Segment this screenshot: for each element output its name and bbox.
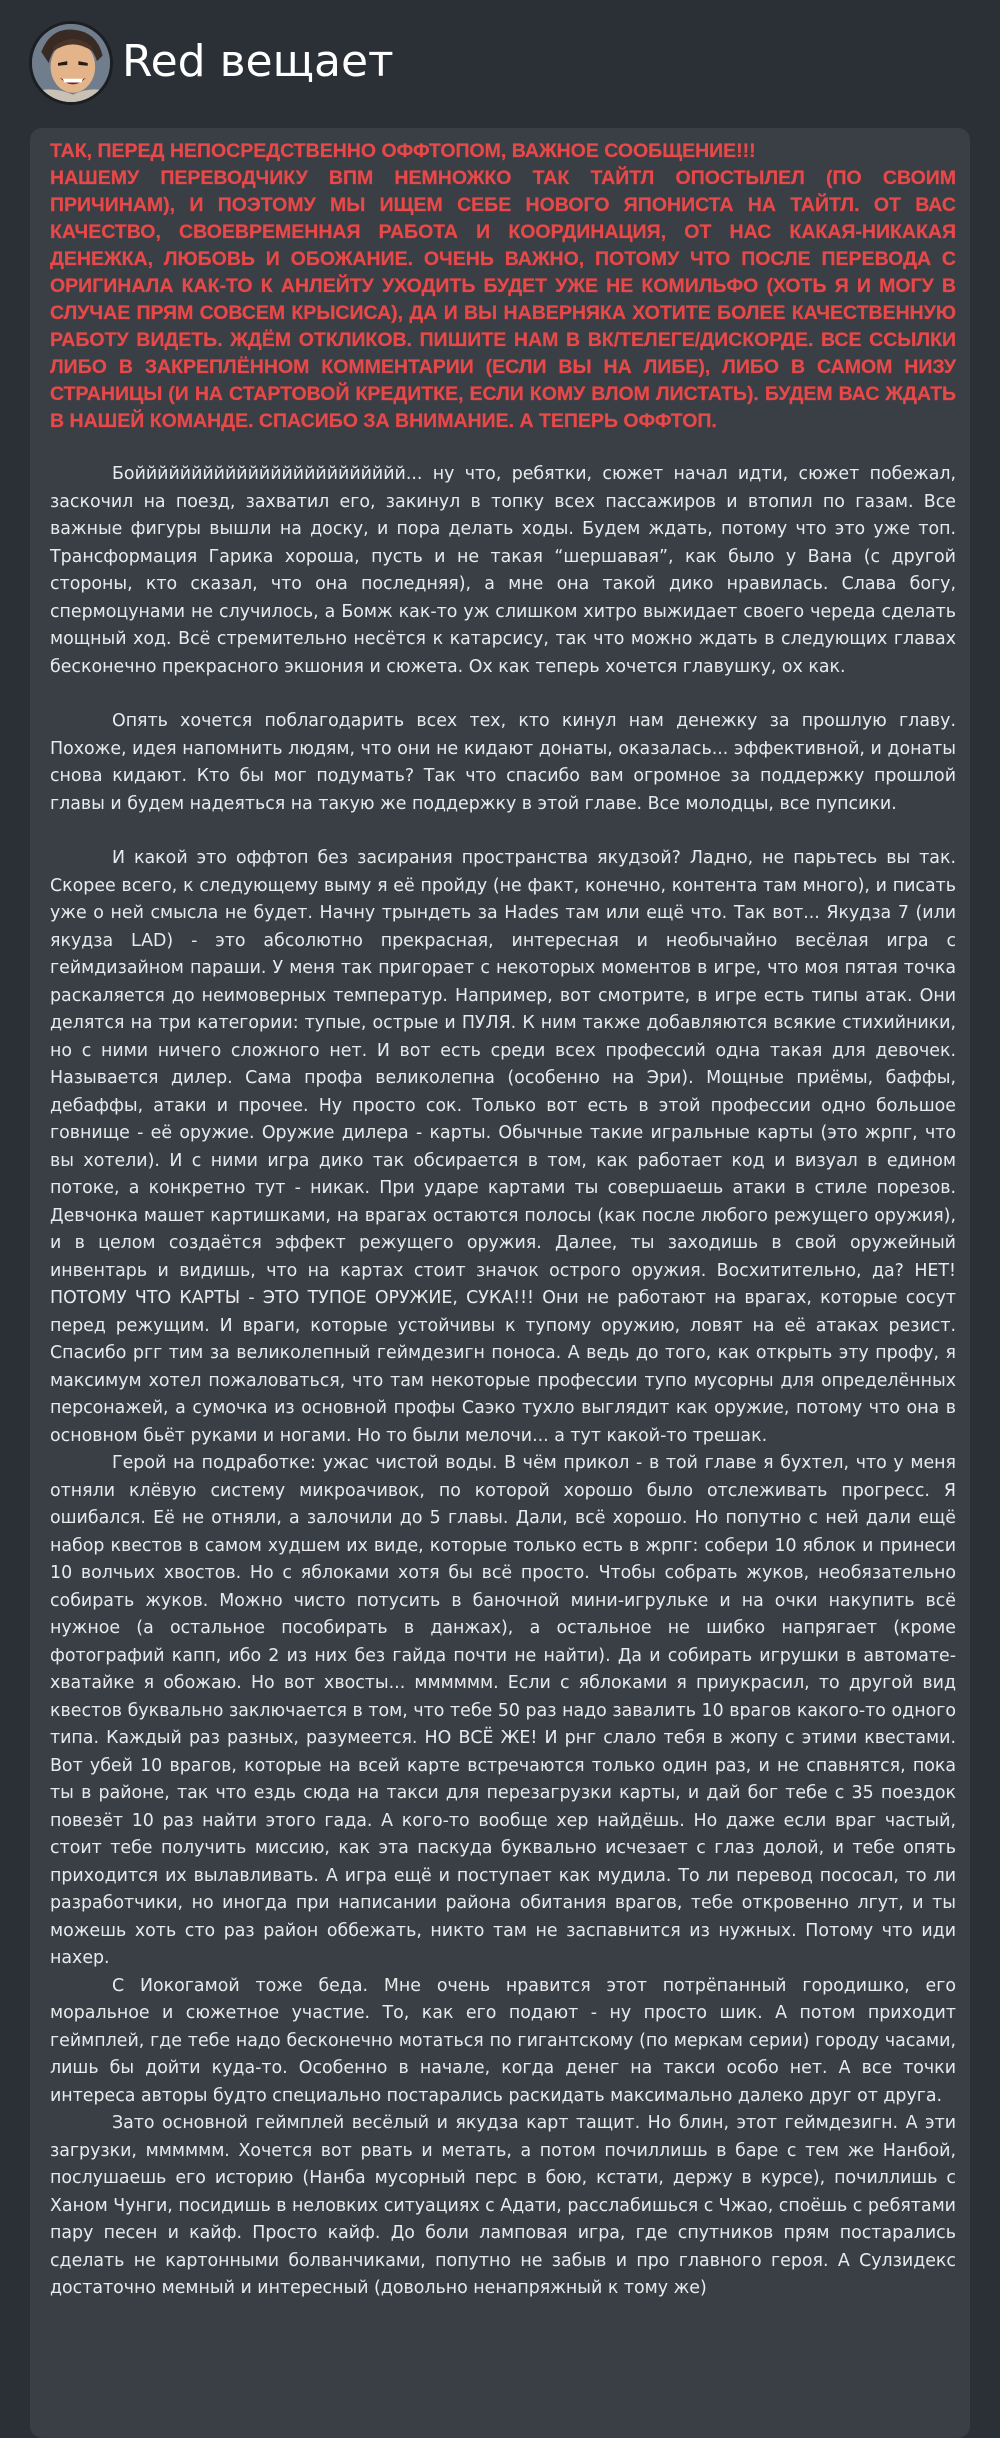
paragraph: Герой на подработке: ужас чистой воды. В чём прикол - в той главе я бухтел, что у меня отняли клёвую систему микроачивок, по которой хорошо было отслеживать прогресс. Я ошибался. Её не отняли, а залочили до 5 главы. Дали, всё хорошо. Но попутно с ней дали ещё набор квестов в самом худшем их виде, которые только есть в жрпг: собери 10 яблок и принеси 10 волчьих хвостов. Но с яблоками хотя бы всё просто. Чтобы собрать жуков, необязательно собирать жуков. Можно чисто потусить в баночной мини-игрульке и на очки накупить всё нужное (а остальное пособирать в данжах), а остальное не шибко напрягает (кроме фотографий капп, ибо 2 из них без гайда почти не найти). Да и собирать игрушки в автомате-хватайке я обожаю. Но вот хвосты... мммммм. Если с яблоками я приукрасил, то другой вид квестов буквально заключается в том, что тебе 50 раз надо завалить 10 врагов какого-то одного типа. Каждый раз разных, разумеется. НО ВСЁ ЖЕ! И рнг слало тебя в жопу с этими квестами. Вот убей 10 врагов, которые на всей карте встречаются только один раз, и не спавнятся, пока ты в районе, так что ездь сюда на такси для перезагрузки карты, и дай бог тебе с 35 поездок повезёт 10 раз найти этого гада. А кого-то вообще хер найдёшь. Но даже если враг частый, стоит тебе получить миссию, как эта паскуда буквально исчезает с глаз долой, и тебе опять приходится их вылавливать. А игра ещё и поступает как мудила. То ли перевод пососал, то ли разработчики, но иногда при написании района обитания врагов, тебе откровенно лгут, и ты можешь хоть сто раз район оббежать, никто там не заспавнится из нужных. Потому что иди нахер. — [50, 1453, 956, 1968]
channel-header — [0, 0, 1000, 128]
paragraph: И какой это оффтоп без засирания пространства якудзой? Ладно, не парьтесь вы так. Скорее всего, к следующему выму я её пройду (не факт, конечно, контента там много), и писать уже о ней смысла не будет. Начну трындеть за Hades там или ещё что. Так вот... Якудза 7 (или якудза LAD) - это абсолютно прекрасная, интересная и необычайно весёлая игра с геймдизайном параши. У меня так пригорает с некоторых моментов в игре, что моя пятая точка раскаляется до неимоверных температур. Например, вот смотрите, в игре есть типы атак. Они делятся на три категории: тупые, острые и ПУЛЯ. К ним также добавляются всякие стихийники, но с ними ничего сложного нет. И вот есть среди всех профессий одна такая для девочек. Называется дилер. Сама профа великолепна (особенно на Эри). Мощные приёмы, баффы, дебаффы, атаки и прочее. Ну просто сок. Только вот есть в этой профессии одно большое говнище - её оружие. Оружие дилера - карты. Обычные такие игральные карты (это жрпг, что вы хотели). И с ними игра дико так обсирается в том, как работает код и визуал в едином потоке, а конкретно тут - никак. При ударе картами ты совершаешь атаки в стиле порезов. Девчонка машет картишками, на врагах остаются полосы (как после любого режущего оружия), и в целом создаётся эффект режущего оружия. Далее, ты заходишь в свой оружейный инвентарь и видишь, что на картах стоит значок острого оружия. Восхитительно, да? НЕТ! ПОТОМУ ЧТО КАРТЫ - ЭТО ТУПОЕ ОРУЖИЕ, СУКА!!! Они не работают на врагах, которые сосут перед режущим. И враги, которые устойчивы к тупому оружию, ловят на её атаках резист. Спасибо ргг тим за великолепный геймдезигн поноса. А ведь до того, как открыть эту профу, я максимум хотел пожаловаться, что там некоторые профессии тупо мусорны для определённых персонажей, а сумочка из основной профы Саэко тухло выглядит как оружие, потому что она в основном бьёт руками и ногами. Но то были мелочи... а тут какой-то трешак. — [50, 848, 956, 1446]
post-body — [50, 461, 956, 2303]
anime-character-avatar-icon — [32, 24, 110, 102]
announcement-text — [50, 138, 956, 435]
paragraph: Зато основной геймплей весёлый и якудза карт тащит. Но блин, этот геймдезигн. А эти загрузки, мммммм. Хочется вот рвать и метать, а потом почиллишь в баре с тем же Нанбой, послушаешь его историю (Нанба мусорный перс в бою, кстати, держу в курсе), почиллишь с Ханом Чунги, посидишь в неловких ситуациях с Адати, расслабишься с Чжао, споёшь с ребятами пару песен и кайф. Просто кайф. До боли ламповая игра, где спутников прям постарались сделать не картонными болванчиками, попутно не забыв и про главного героя. А Сулзидекс достаточно мемный и интересный (довольно ненапряжный к тому же) — [50, 2113, 956, 2298]
announcement-content: ТАК, ПЕРЕД НЕПОСРЕДСТВЕННО ОФФТОПОМ, ВАЖНОЕ СООБЩЕНИЕ!!! НАШЕМУ ПЕРЕВОДЧИКУ ВПМ НЕМНОЖКО ТАК ТАЙТЛ ОПОСТЫЛЕЛ (ПО СВОИМ ПРИЧИНАМ), И ПОЭТОМУ МЫ ИЩЕМ СЕБЕ НОВОГО ЯПОНИСТА НА ТАЙТЛ. ОТ ВАС КАЧЕСТВО, СВОЕВРЕМЕННАЯ РАБОТА И КООРДИНАЦИЯ, ОТ НАС КАКАЯ-НИКАКАЯ ДЕНЕЖКА, ЛЮБОВЬ И ОБОЖАНИЕ. ОЧЕНЬ ВАЖНО, ПОТОМУ ЧТО ПОСЛЕ ПЕРЕВОДА С ОРИГИНАЛА КАК-ТО К АНЛЕЙТУ УХОДИТЬ БУДЕТ УЖЕ НЕ КОМИЛЬФО (ХОТЬ Я И МОГУ В СЛУЧАЕ ПРЯМ СОВСЕМ КРЫСИСА), ДА И ВЫ НАВЕРНЯКА ХОТИТЕ БОЛЕЕ КАЧЕСТВЕННУЮ РАБОТУ ВИДЕТЬ. ЖДЁМ ОТКЛИКОВ. ПИШИТЕ НАМ В ВК/ТЕЛЕГЕ/ДИСКОРДЕ. ВСЕ ССЫЛКИ ЛИБО В ЗАКРЕПЛЁННОМ КОММЕНТАРИИ (ЕСЛИ ВЫ НА ЛИБЕ), ЛИБО В САМОМ НИЗУ СТРАНИЦЫ (И НА СТАРТОВОЙ КРЕДИТКЕ, ЕСЛИ КОМУ ВЛОМ ЛИСТАТЬ). БУДЕМ ВАС ЖДАТЬ В НАШЕЙ КОМАНДЕ. СПАСИБО ЗА ВНИМАНИЕ. А ТЕПЕРЬ ОФФТОП. — [50, 140, 956, 432]
channel-title[interactable]: Red вещает — [122, 36, 394, 87]
channel-avatar[interactable] — [29, 21, 113, 105]
paragraph: Опять хочется поблагодарить всех тех, кто кинул нам денежку за прошлую главу. Похоже, идея напомнить людям, что они не кидают донаты, оказалась... эффективной, и донаты снова кидают. Кто бы мог подумать? Так что спасибо вам огромное за поддержку прошлой главы и будем надеяться на такую же поддержку в этой главе. Все молодцы, все пупсики. — [50, 711, 956, 814]
paragraph: Бойййййййййййййййййййййййй... ну что, ребятки, сюжет начал идти, сюжет побежал, заскочил на поезд, захватил его, закинул в топку всех пассажиров и втопил по газам. Все важные фигуры вышли на доску, и пора делать ходы. Будем ждать, потому что это уже топ. Трансформация Гарика хороша, пусть и не такая “шершавая”, как было у Вана (с другой стороны, кто сказал, что она последняя), а мне она такой дико нравилась. Слава богу, спермоцунами не случилось, а Бомж как-то уж слишком хитро выжидает своего череда сделать мощный ход. Всё стремительно несётся к катарсису, так что можно ждать в следующих главах бесконечно прекрасного экшония и сюжета. Ох как теперь хочется главушку, ох как. — [50, 464, 956, 677]
post-card — [30, 128, 970, 2438]
paragraph: С Иокогамой тоже беда. Мне очень нравится этот потрёпанный городишко, его моральное и сюжетное участие. То, как его подают - ну просто шик. А потом приходит геймплей, где тебе надо бесконечно мотаться по гигантскому (по меркам серии) городу часами, лишь бы дойти куда-то. Особенно в начале, когда денег на такси особо нет. А все точки интереса авторы будто специально постарались раскидать максимально далеко друг от друга. — [50, 1975, 956, 2106]
